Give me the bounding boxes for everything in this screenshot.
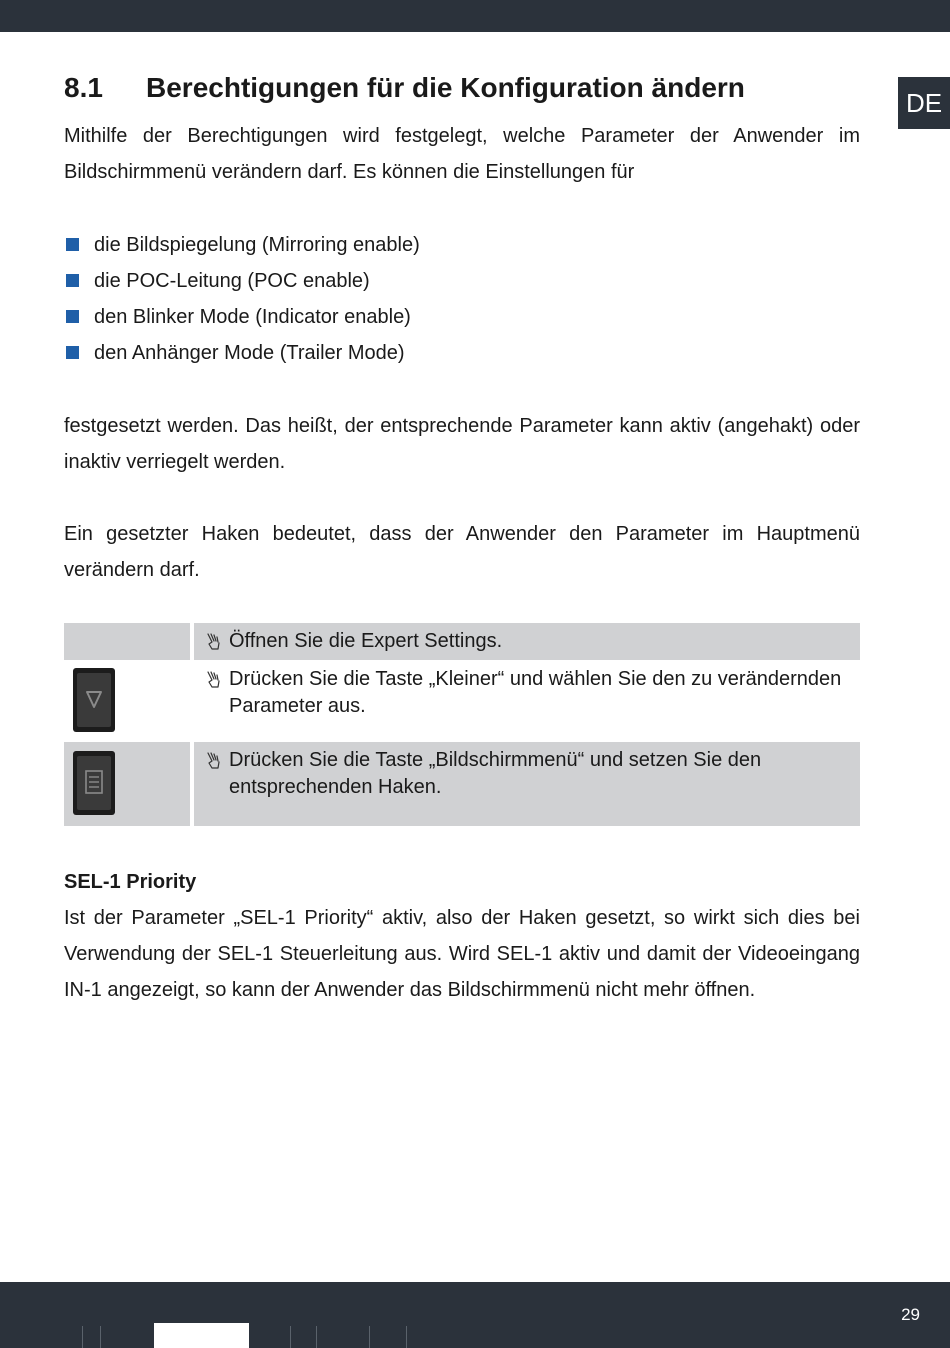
list-item-text: die POC-Leitung (POC enable) (94, 270, 370, 292)
pointing-hand-icon (205, 671, 221, 689)
step-instruction (194, 628, 860, 655)
list-item (64, 299, 860, 335)
bottom-bar (0, 1282, 950, 1348)
bottom-bar-tick (406, 1326, 407, 1348)
step-text-cell (194, 742, 860, 826)
step-text: Öffnen Sie die Expert Settings. (229, 630, 503, 652)
bottom-bar-tick (316, 1326, 317, 1348)
step-icon-cell (64, 742, 190, 826)
bullet-square-icon (66, 238, 79, 251)
list-item-text: die Bildspiegelung (Mirroring enable) (94, 234, 420, 256)
menu-key-icon (72, 750, 116, 816)
bullet-square-icon (66, 274, 79, 287)
step-instruction (194, 747, 860, 801)
page-number: 29 (901, 1305, 920, 1324)
section-title: Berechtigungen für die Konfiguration ändern (146, 72, 745, 103)
sel-priority-heading: SEL-1 Priority (64, 871, 197, 893)
table-row (64, 623, 860, 660)
intro-paragraph (64, 118, 860, 190)
step-text: Drücken Sie die Taste „Bildschirmmenü“ und setzen Sie den entsprechenden Haken. (229, 749, 762, 798)
bullet-square-icon (66, 346, 79, 359)
step-instruction (194, 666, 860, 720)
bottom-bar-tick (369, 1326, 370, 1348)
section-number: 8.1 (64, 72, 103, 103)
bottom-bar-tick (290, 1326, 291, 1348)
step-text-cell (194, 623, 860, 660)
list-item (64, 227, 860, 263)
bottom-bar-tick (100, 1326, 101, 1348)
table-row (64, 660, 860, 742)
top-bar (0, 0, 950, 32)
bullet-square-icon (66, 310, 79, 323)
steps-table (64, 623, 860, 826)
step-text: Drücken Sie die Taste „Kleiner“ und wählen Sie den zu verändernden Parameter aus. (229, 668, 842, 717)
paragraph-check (64, 516, 860, 588)
list-item (64, 335, 860, 371)
list-item-text: den Anhänger Mode (Trailer Mode) (94, 342, 405, 364)
paragraph-check-text: Ein gesetzter Haken bedeutet, dass der Anwender den Parameter im Hauptmenü verändern darf. (64, 523, 860, 581)
table-row (64, 742, 860, 826)
pointing-hand-icon (205, 633, 221, 651)
step-icon-cell (64, 660, 190, 742)
list-item-text: den Blinker Mode (Indicator enable) (94, 306, 411, 328)
down-key-icon (72, 667, 116, 733)
settings-list (64, 227, 860, 371)
intro-text: Mithilfe der Berechtigungen wird festgelegt, welche Parameter der Anwender im Bildschirmmenü verändern darf. Es können die Einstellungen für (64, 125, 860, 183)
paragraph-lock (64, 408, 860, 480)
sel-priority-text: Ist der Parameter „SEL-1 Priority“ aktiv, also der Haken gesetzt, so wirkt sich dies bei Verwendung der SEL-1 Steuerleitung aus. Wird SEL-1 aktiv und damit der Videoeingang IN-1 angezeigt, so kann der Anwender das Bildschirmmenü nicht mehr öffnen. (64, 907, 860, 1001)
step-icon-cell (64, 623, 190, 660)
pointing-hand-icon (205, 752, 221, 770)
bottom-bar-marker (154, 1323, 249, 1348)
step-text-cell (194, 660, 860, 742)
section-heading (64, 70, 860, 106)
bottom-bar-tick (82, 1326, 83, 1348)
sel-priority-paragraph (64, 900, 860, 1008)
language-tab: DE (898, 77, 950, 129)
list-item (64, 263, 860, 299)
paragraph-lock-text: festgesetzt werden. Das heißt, der entsprechende Parameter kann aktiv (angehakt) oder inaktiv verriegelt werden. (64, 415, 860, 473)
